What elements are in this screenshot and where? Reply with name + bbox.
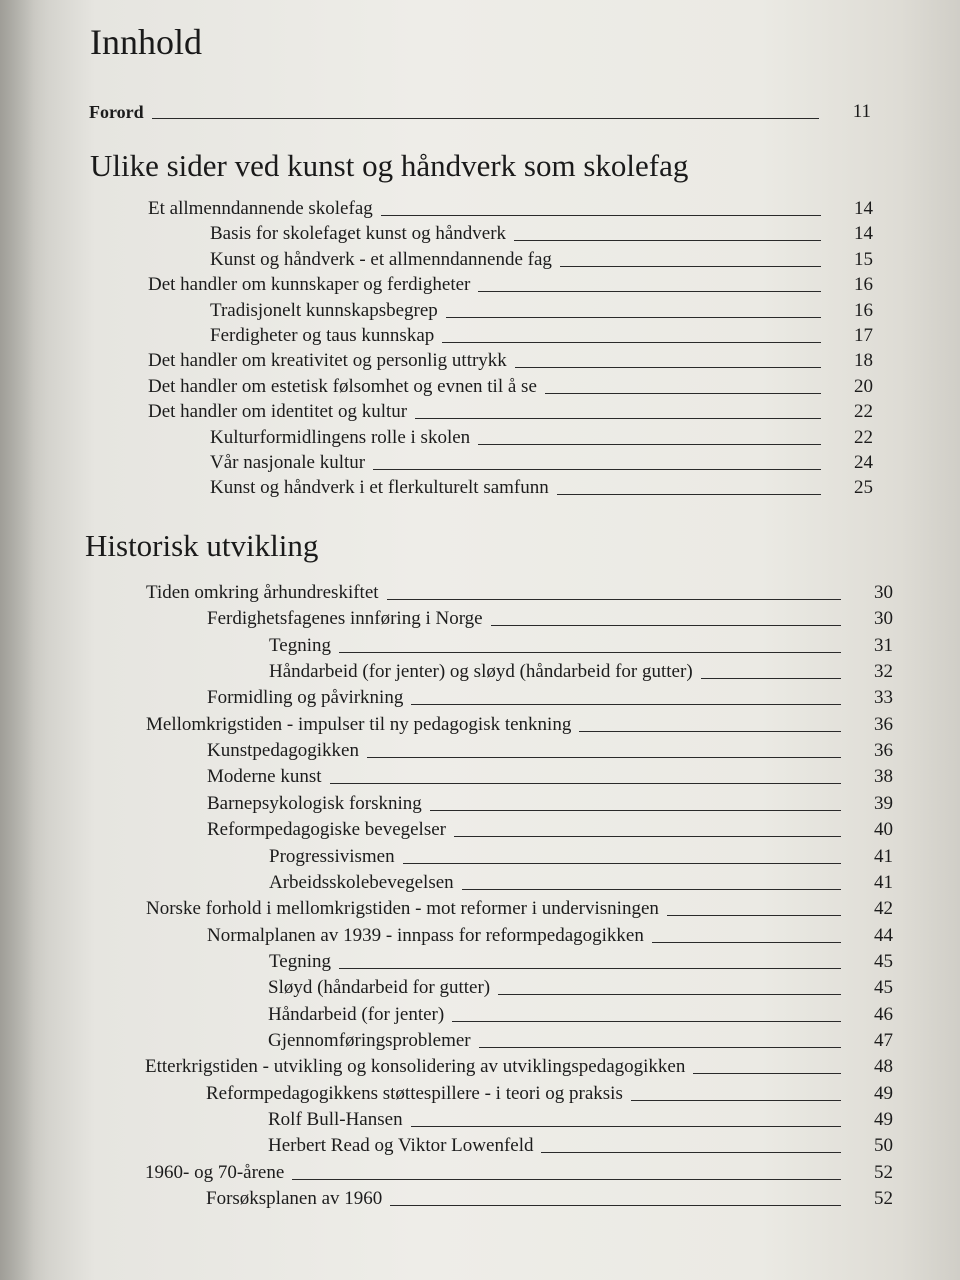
toc-entry-page: 45 xyxy=(874,977,893,998)
section-heading: Historisk utvikling xyxy=(85,528,319,563)
toc-entry xyxy=(269,657,893,683)
toc-entry xyxy=(268,1000,893,1026)
toc-entry-label: Kulturformidlingens rolle i skolen xyxy=(210,427,471,448)
toc-entry-label: Forord xyxy=(89,102,144,122)
toc-entry xyxy=(207,815,893,841)
toc-entry xyxy=(210,423,873,449)
toc-entry xyxy=(269,868,893,894)
dot-leader xyxy=(491,625,841,626)
toc-entry-page: 14 xyxy=(854,198,873,219)
toc-entry-label: Kunst og håndverk - et allmenndannende fag xyxy=(210,249,552,270)
toc-entry xyxy=(269,631,893,657)
toc-entry-label: Vår nasjonale kultur xyxy=(210,452,366,473)
toc-entry xyxy=(206,1184,893,1210)
toc-entry-page: 41 xyxy=(874,846,893,867)
toc-entry-label: Det handler om identitet og kultur xyxy=(148,401,408,422)
toc-entry-page: 47 xyxy=(874,1030,893,1051)
dot-leader xyxy=(462,889,841,890)
toc-entry-page: 41 xyxy=(874,872,893,893)
toc-entry-label: Mellomkrigstiden - impulser til ny pedagogisk tenkning xyxy=(146,714,572,735)
toc-entry-label: Det handler om estetisk følsomhet og evnen til å se xyxy=(148,376,537,397)
toc-entry-page: 14 xyxy=(854,223,873,244)
dot-leader xyxy=(387,599,841,600)
dot-leader xyxy=(557,494,821,495)
dot-leader xyxy=(652,942,841,943)
toc-entry-page: 22 xyxy=(854,427,873,448)
toc-entry-page: 25 xyxy=(854,477,873,498)
dot-leader xyxy=(381,215,821,216)
toc-entry xyxy=(269,842,893,868)
toc-entry-page: 30 xyxy=(874,608,893,629)
toc-entry-label: Kunstpedagogikken xyxy=(207,740,359,761)
dot-leader xyxy=(545,393,821,394)
dot-leader xyxy=(415,418,821,419)
toc-entry-label: Reformpedagogiske bevegelser xyxy=(207,819,446,840)
toc-entry xyxy=(207,762,893,788)
toc-entry-label: Ferdigheter og taus kunnskap xyxy=(210,325,435,346)
dot-leader xyxy=(541,1152,841,1153)
toc-entry xyxy=(145,1052,893,1078)
toc-entry-page: 36 xyxy=(874,740,893,761)
toc-entry-page: 36 xyxy=(874,714,893,735)
toc-entry xyxy=(210,219,873,245)
page-title: Innhold xyxy=(90,22,202,62)
dot-leader xyxy=(478,291,821,292)
toc-entry-label: Progressivismen xyxy=(269,846,395,867)
dot-leader xyxy=(430,810,841,811)
dot-leader xyxy=(693,1073,841,1074)
toc-entry-label: Barnepsykologisk forskning xyxy=(207,793,422,814)
toc-entry-label: Håndarbeid (for jenter) og sløyd (håndarbeid for gutter) xyxy=(269,661,693,682)
toc-entry xyxy=(210,473,873,499)
toc-entry-page: 15 xyxy=(854,249,873,270)
dot-leader xyxy=(411,704,841,705)
toc-entry-label: Moderne kunst xyxy=(207,766,322,787)
toc-entry-page: 38 xyxy=(874,766,893,787)
toc-entry-page: 42 xyxy=(874,898,893,919)
toc-entry xyxy=(207,789,893,815)
toc-entry-page: 39 xyxy=(874,793,893,814)
dot-leader xyxy=(478,444,821,445)
toc-entry xyxy=(268,1131,893,1157)
toc-entry-page: 52 xyxy=(874,1188,893,1209)
toc-entry-page: 32 xyxy=(874,661,893,682)
toc-entry-page: 22 xyxy=(854,401,873,422)
toc-entry-page: 33 xyxy=(874,687,893,708)
toc-entry xyxy=(148,397,873,423)
toc-entry-label: Formidling og påvirkning xyxy=(207,687,404,708)
toc-entry-label: Tradisjonelt kunnskapsbegrep xyxy=(210,300,438,321)
dot-leader xyxy=(330,783,841,784)
toc-entry-page: 49 xyxy=(874,1109,893,1130)
toc-entry-page: 50 xyxy=(874,1135,893,1156)
dot-leader xyxy=(452,1021,841,1022)
toc-entry xyxy=(146,894,893,920)
toc-entry-page: 17 xyxy=(854,325,873,346)
toc-entry xyxy=(148,372,873,398)
toc-entry-label: Et allmenndannende skolefag xyxy=(148,198,373,219)
toc-entry xyxy=(268,1105,893,1131)
toc-entry-page: 45 xyxy=(874,951,893,972)
toc-entry xyxy=(210,296,873,322)
dot-leader xyxy=(446,317,821,318)
dot-leader xyxy=(667,915,841,916)
toc-entry-label: Rolf Bull-Hansen xyxy=(268,1109,403,1130)
toc-entry-label: Gjennomføringsproblemer xyxy=(268,1030,471,1051)
dot-leader xyxy=(701,678,841,679)
toc-entry xyxy=(207,736,893,762)
toc-entry-label: Tegning xyxy=(269,635,331,656)
toc-entry-page: 52 xyxy=(874,1162,893,1183)
dot-leader xyxy=(454,836,841,837)
dot-leader xyxy=(631,1100,841,1101)
toc-entry-label: Normalplanen av 1939 - innpass for reformpedagogikken xyxy=(207,925,644,946)
toc-entry-page: 18 xyxy=(854,350,873,371)
toc-entry xyxy=(148,346,873,372)
toc-entry-label: Forsøksplanen av 1960 xyxy=(206,1188,383,1209)
toc-entry xyxy=(148,270,873,296)
toc-entry xyxy=(145,1158,893,1184)
dot-leader xyxy=(579,731,841,732)
toc-entry-page: 30 xyxy=(874,582,893,603)
toc-entry-label: Sløyd (håndarbeid for gutter) xyxy=(268,977,491,998)
toc-entry xyxy=(210,245,873,271)
toc-entry-page: 31 xyxy=(874,635,893,656)
toc-entry-page: 24 xyxy=(854,452,873,473)
dot-leader xyxy=(390,1205,841,1206)
toc-entry-label: Tegning xyxy=(269,951,331,972)
toc-entry-label: Det handler om kreativitet og personlig uttrykk xyxy=(148,350,507,371)
toc-entry xyxy=(146,578,893,604)
toc-entry-page: 49 xyxy=(874,1083,893,1104)
toc-entry-page: 48 xyxy=(874,1056,893,1077)
dot-leader xyxy=(152,118,819,119)
dot-leader xyxy=(514,240,821,241)
dot-leader xyxy=(292,1179,841,1180)
toc-entry-preface xyxy=(89,97,871,123)
toc-entry-page: 20 xyxy=(854,376,873,397)
toc-entry-label: Norske forhold i mellomkrigstiden - mot reformer i undervisningen xyxy=(146,898,659,919)
toc-entry-label: Kunst og håndverk i et flerkulturelt samfunn xyxy=(210,477,549,498)
dot-leader xyxy=(442,342,821,343)
toc-entry-label: 1960- og 70-årene xyxy=(145,1162,285,1183)
toc-entry xyxy=(207,604,893,630)
dot-leader xyxy=(411,1126,841,1127)
toc-entry xyxy=(268,973,893,999)
toc-entry xyxy=(210,448,873,474)
toc-entry xyxy=(206,1079,893,1105)
toc-entry-label: Det handler om kunnskaper og ferdigheter xyxy=(148,274,471,295)
dot-leader xyxy=(373,469,821,470)
toc-entry-label: Arbeidsskolebevegelsen xyxy=(269,872,454,893)
toc-entry xyxy=(207,683,893,709)
toc-entry xyxy=(148,194,873,220)
dot-leader xyxy=(479,1047,841,1048)
toc-entry-label: Etterkrigstiden - utvikling og konsolidering av utviklingspedagogikken xyxy=(145,1056,686,1077)
dot-leader xyxy=(515,367,821,368)
toc-entry-page: 11 xyxy=(852,101,871,122)
dot-leader xyxy=(498,994,841,995)
dot-leader xyxy=(339,652,841,653)
toc-entry-label: Reformpedagogikkens støttespillere - i teori og praksis xyxy=(206,1083,623,1104)
toc-entry-page: 16 xyxy=(854,300,873,321)
section-heading: Ulike sider ved kunst og håndverk som skolefag xyxy=(90,148,689,183)
toc-entry-label: Basis for skolefaget kunst og håndverk xyxy=(210,223,507,244)
dot-leader xyxy=(403,863,841,864)
toc-entry-label: Håndarbeid (for jenter) xyxy=(268,1004,445,1025)
toc-entry-page: 46 xyxy=(874,1004,893,1025)
dot-leader xyxy=(339,968,841,969)
toc-entry-label: Tiden omkring århundreskiftet xyxy=(146,582,379,603)
toc-entry xyxy=(269,947,893,973)
toc-entry xyxy=(268,1026,893,1052)
toc-entry-label: Herbert Read og Viktor Lowenfeld xyxy=(268,1135,534,1156)
toc-entry-page: 44 xyxy=(874,925,893,946)
toc-entry xyxy=(146,710,893,736)
toc-entry-page: 40 xyxy=(874,819,893,840)
dot-leader xyxy=(367,757,841,758)
dot-leader xyxy=(560,266,821,267)
toc-entry-label: Ferdighetsfagenes innføring i Norge xyxy=(207,608,483,629)
toc-entry xyxy=(207,921,893,947)
toc-entry-page: 16 xyxy=(854,274,873,295)
toc-entry xyxy=(210,321,873,347)
